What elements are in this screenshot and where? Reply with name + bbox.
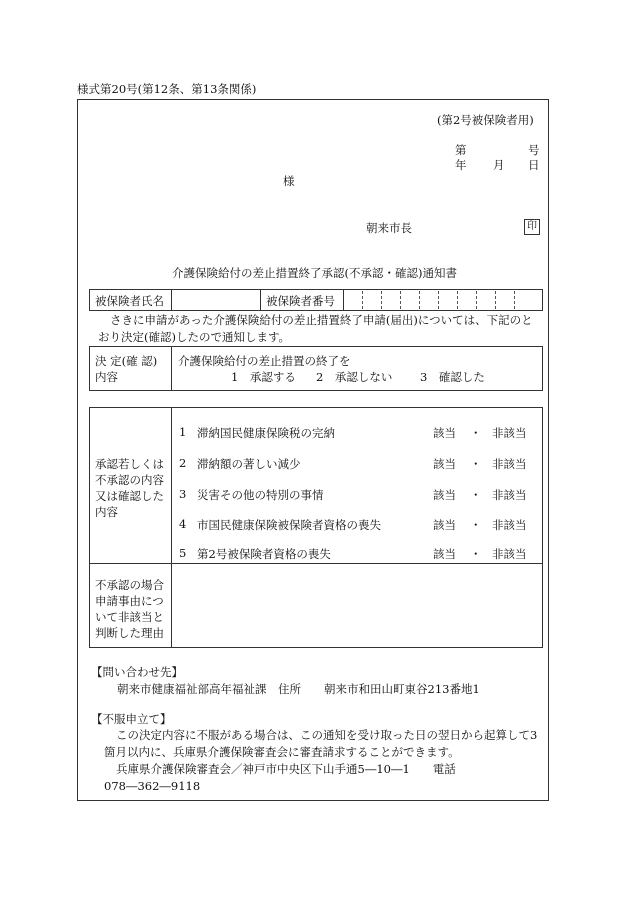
option-reject: 2 承認しない [316, 370, 393, 384]
approval-label-line: 不承認の内容 [95, 473, 164, 487]
date-year-label: 年 [455, 158, 467, 172]
seal-mark: 印 [524, 219, 540, 235]
applicable-option: 該当 [433, 518, 456, 532]
date-day-label: 日 [528, 158, 540, 172]
item-number: 1 [179, 425, 187, 439]
decision-text: 介護保険給付の差止措置の終了を [178, 354, 351, 368]
divider [89, 563, 543, 564]
item-number: 5 [179, 546, 187, 560]
not-applicable-option: 非該当 [492, 547, 527, 561]
applicable-option: 該当 [433, 426, 456, 440]
intro-paragraph: さきに申請があった介護保険給付の差止措置終了申請(届出)については、下記のとおり決定(確認)したので通知します。 [98, 313, 533, 344]
document-number-prefix: 第 [455, 143, 467, 157]
issuer-name: 朝来市長 [366, 221, 412, 235]
option-separator: ・ [470, 518, 482, 532]
inquiry-address: 朝来市健康福祉部高年福祉課 住所 朝来市和田山町東谷213番地1 [117, 682, 480, 696]
not-applicable-option: 非該当 [492, 426, 527, 440]
divider [171, 407, 172, 648]
item-text: 滞納額の著しい減少 [197, 457, 301, 471]
inquiry-heading: 【問い合わせ先】 [91, 665, 183, 679]
digit-separator [495, 291, 496, 309]
digit-separator [419, 291, 420, 309]
digit-separator [438, 291, 439, 309]
insured-type-label: (第2号被保険者用) [437, 113, 534, 127]
decision-label-sub: 内容 [95, 370, 118, 384]
item-text: 災害その他の特別の事情 [197, 488, 324, 502]
form-number-header: 様式第20号(第12条、第13条関係) [77, 82, 257, 96]
approval-label-line: 内容 [95, 505, 118, 519]
digit-separator [514, 291, 515, 309]
divider [171, 289, 172, 311]
digit-separator [457, 291, 458, 309]
applicable-option: 該当 [433, 547, 456, 561]
applicable-option: 該当 [433, 488, 456, 502]
appeal-text: この決定内容に不服がある場合は、この通知を受け取った日の翌日から起算して3箇月以内に、兵庫県介護保険審査会に審査請求することができます。 [104, 728, 538, 759]
approval-label-line: 承認若しくは [95, 457, 164, 471]
approval-label-line: 又は確認した [95, 489, 164, 503]
option-separator: ・ [470, 488, 482, 502]
digit-separator [362, 291, 363, 309]
option-confirmed: 3 確認した [420, 370, 485, 384]
item-number: 2 [179, 456, 187, 470]
not-applicable-option: 非該当 [492, 518, 527, 532]
divider [343, 289, 344, 311]
option-separator: ・ [470, 426, 482, 440]
insured-number-label: 被保険者番号 [266, 294, 335, 308]
item-text: 市国民健康保険被保険者資格の喪失 [197, 518, 381, 532]
digit-separator [400, 291, 401, 309]
rejection-reason-label: 申請事由につ [95, 594, 164, 608]
option-separator: ・ [470, 547, 482, 561]
date-month-label: 月 [493, 158, 505, 172]
document-title: 介護保険給付の差止措置終了承認(不承認・確認)通知書 [172, 266, 457, 280]
divider [171, 346, 172, 391]
item-text: 滞納国民健康保険税の完納 [197, 426, 335, 440]
item-text: 第2号被保険者資格の喪失 [197, 547, 331, 561]
appeal-contact: 兵庫県介護保険審査会／神戸市中央区下山手通5―10―1 電話 078―362―9118 [104, 762, 468, 793]
decision-label: 決 定(確 認) [95, 354, 158, 368]
document-number-suffix: 号 [528, 143, 540, 157]
digit-separator [476, 291, 477, 309]
option-separator: ・ [470, 457, 482, 471]
rejection-reason-label: いて非該当と [95, 610, 164, 624]
option-approve: 1 承認する [231, 370, 296, 384]
divider [260, 289, 261, 311]
digit-separator [381, 291, 382, 309]
appeal-heading: 【不服申立て】 [91, 712, 172, 726]
insured-name-label: 被保険者氏名 [95, 294, 164, 308]
not-applicable-option: 非該当 [492, 488, 527, 502]
rejection-reason-label: 判断した理由 [95, 626, 164, 640]
not-applicable-option: 非該当 [492, 457, 527, 471]
item-number: 3 [179, 487, 187, 501]
item-number: 4 [179, 517, 187, 531]
addressee-suffix: 様 [283, 174, 295, 188]
rejection-reason-label: 不承認の場合 [95, 578, 164, 592]
applicable-option: 該当 [433, 457, 456, 471]
